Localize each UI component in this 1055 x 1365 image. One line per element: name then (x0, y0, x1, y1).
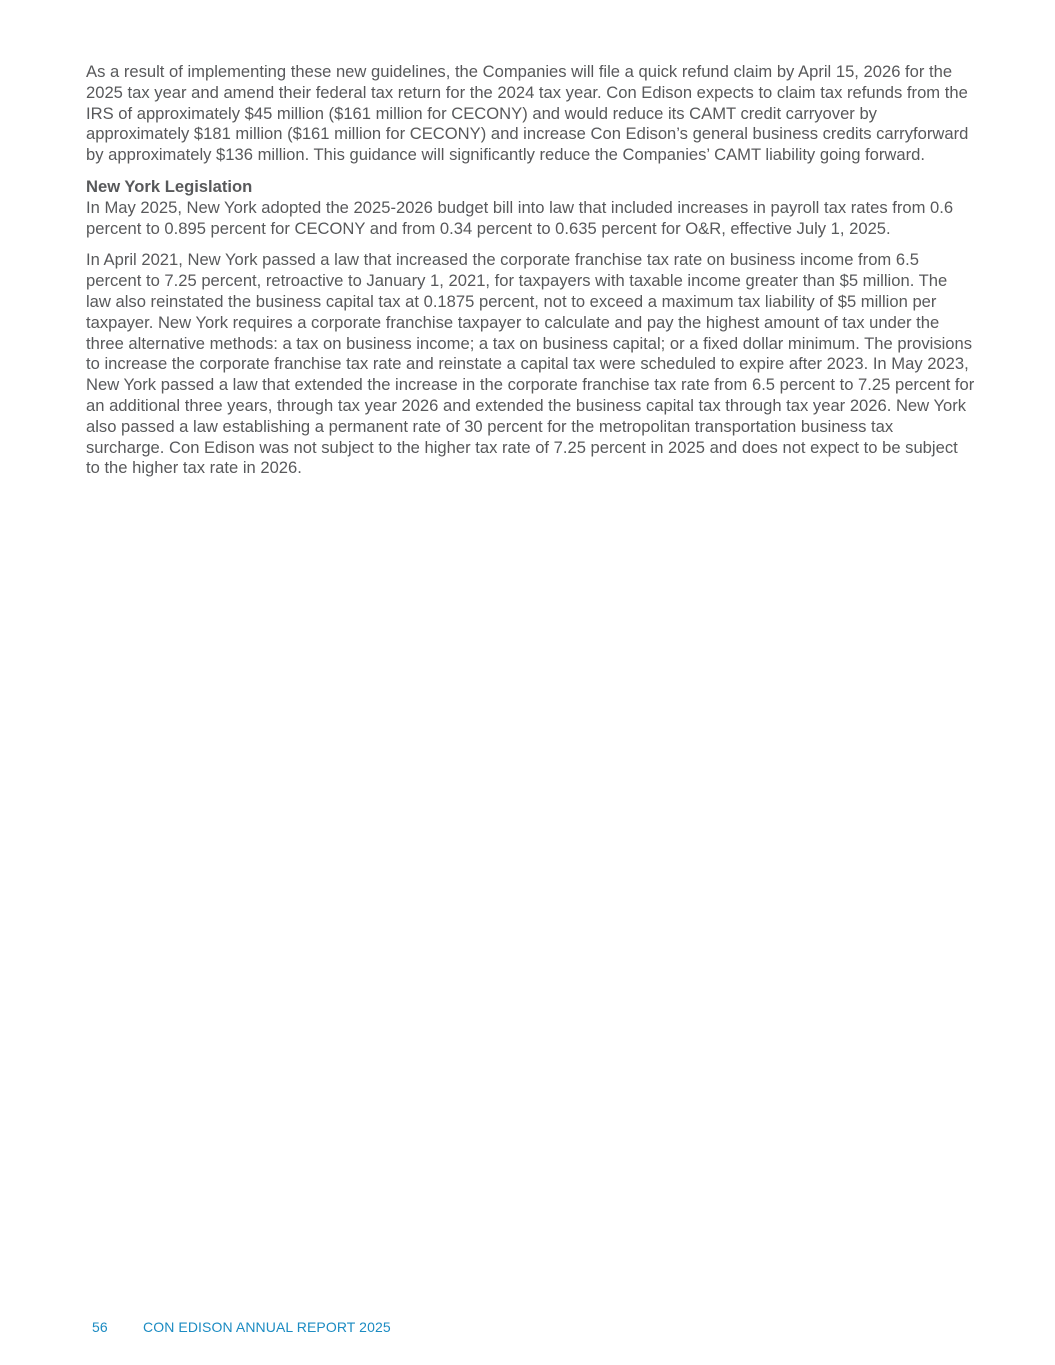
page-number: 56 (92, 1319, 108, 1335)
document-body (86, 62, 976, 490)
paragraph-payroll-tax: In May 2025, New York adopted the 2025-2026 budget bill into law that included increases in payroll tax rates from 0.6 percent to 0.895 percent for CECONY and from 0.34 percent to 0.635 percent for O&R, effective July 1, 2025. (86, 197, 954, 238)
report-title: CON EDISON ANNUAL REPORT 2025 (143, 1319, 391, 1335)
paragraph-quick-refund: As a result of implementing these new guidelines, the Companies will file a quick refund claim by April 15, 2026 for the 2025 tax year and amend their federal tax return for the 2024 tax year. Con Edison expects to claim tax refunds from the IRS of approximately $45 million ($161 million for CECONY) and would reduce its CAMT credit carryover by approximately $181 million ($161 million for CECONY) and increase Con Edison’s general business credits carryforward by approximately $136 million. This guidance will significantly reduce the Companies’ CAMT liability going forward. (86, 62, 969, 165)
page-footer (92, 1319, 391, 1335)
section-heading-new-york-legislation: New York Legislation (86, 176, 253, 196)
paragraph-franchise-tax: In April 2021, New York passed a law that increased the corporate franchise tax rate on business income from 6.5 percent to 7.25 percent, retroactive to January 1, 2021, for taxpayers with taxable income greater than $5 million. The law also reinstated the business capital tax at 0.1875 percent, not to exceed a maximum tax liability of $5 million per taxpayer. New York requires a corporate franchise taxpayer to calculate and pay the highest amount of tax under the three alternative methods: a tax on business income; a tax on business capital; or a fixed dollar minimum. The provisions to increase the corporate franchise tax rate and reinstate a capital tax were scheduled to expire after 2023. In May 2023, New York passed a law that extended the increase in the corporate franchise tax rate from 6.5 percent to 7.25 percent for an additional three years, through tax year 2026 and extended the business capital tax through tax year 2026. New York also passed a law establishing a permanent rate of 30 percent for the metropolitan transportation business tax surcharge. Con Edison was not subject to the higher tax rate of 7.25 percent in 2025 and does not expect to be subject to the higher tax rate in 2026. (86, 250, 975, 478)
